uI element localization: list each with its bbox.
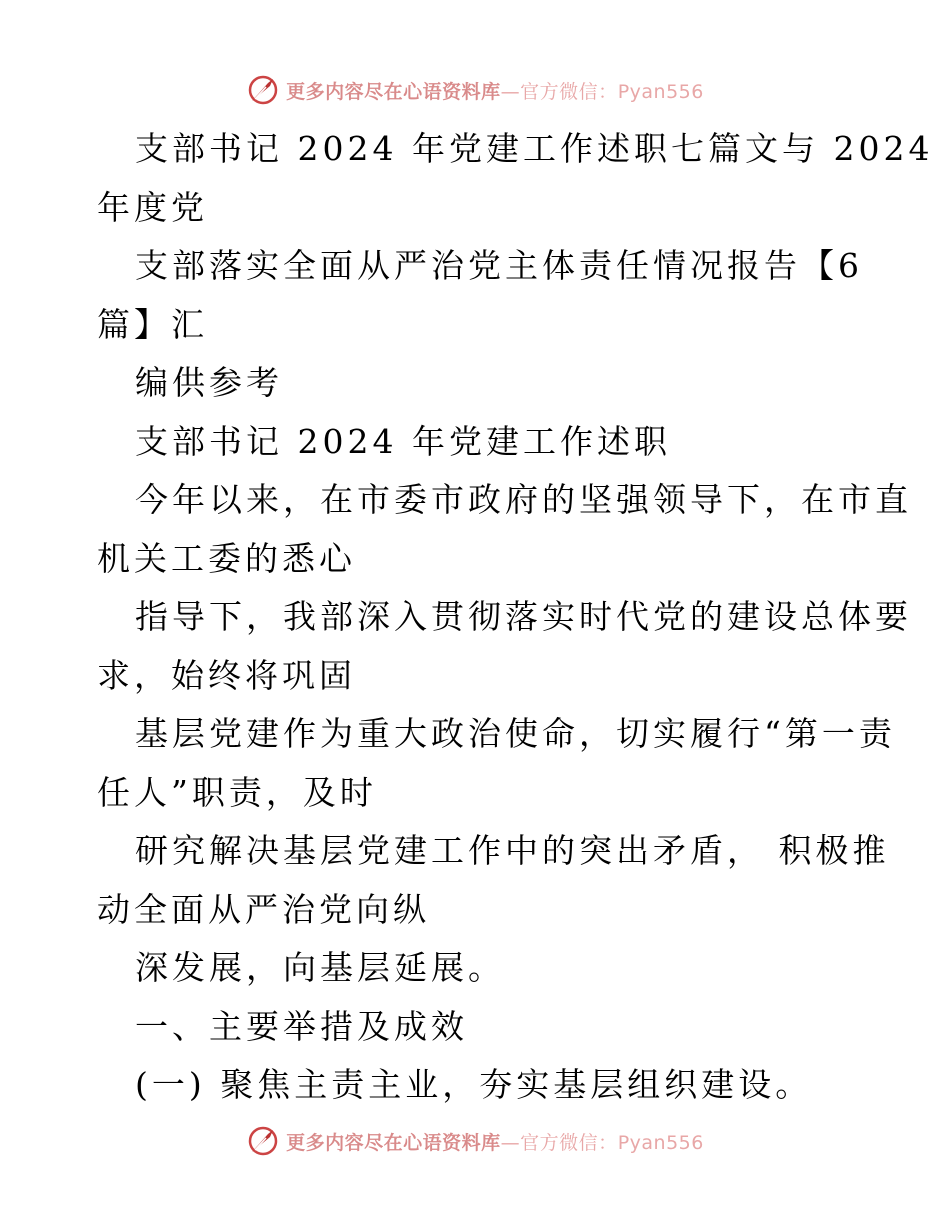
subheading: (一) 聚焦主责主业，夯实基层组织建设。 <box>135 1065 813 1104</box>
title-line-5: 编供参考 <box>135 363 283 402</box>
paragraph-line: 动全面从严治党向纵 <box>97 889 430 929</box>
paragraph-line: 研究解决基层党建工作中的突出矛盾， 积极推 <box>135 831 890 870</box>
paragraph-line: 深发展，向基层延展。 <box>135 948 505 987</box>
quill-circle-logo-icon <box>246 1124 280 1158</box>
paragraph-line: 今年以来，在市委市政府的坚强领导下，在市直 <box>135 480 912 519</box>
paragraph-line: 指导下，我部深入贯彻落实时代党的建设总体要 <box>135 597 912 636</box>
document-body <box>97 120 934 1115</box>
title-line-3: 支部落实全面从严治党主体责任情况报告【6 <box>135 246 863 285</box>
footer-watermark <box>0 1121 950 1161</box>
title-line-1: 支部书记 2024 年党建工作述职七篇文与 2024 <box>135 129 934 168</box>
section-heading: 支部书记 2024 年党建工作述职 <box>135 421 671 461</box>
paragraph-line: 基层党建作为重大政治使命，切实履行“第一责 <box>135 714 896 753</box>
header-watermark <box>0 70 950 110</box>
paragraph-line: 机关工委的悉心 <box>97 538 356 578</box>
watermark-text: 更多内容尽在心语资料库—官方微信：Pyan556 <box>286 80 704 103</box>
quill-circle-logo-icon <box>246 73 280 107</box>
title-line-4: 篇】汇 <box>97 304 208 344</box>
title-line-2: 年度党 <box>97 187 208 227</box>
subheading: 一、主要举措及成效 <box>135 1006 468 1046</box>
paragraph-line: 任人”职责，及时 <box>97 772 377 812</box>
paragraph-line: 求，始终将巩固 <box>97 655 356 695</box>
watermark-text: 更多内容尽在心语资料库—官方微信：Pyan556 <box>286 1131 704 1154</box>
